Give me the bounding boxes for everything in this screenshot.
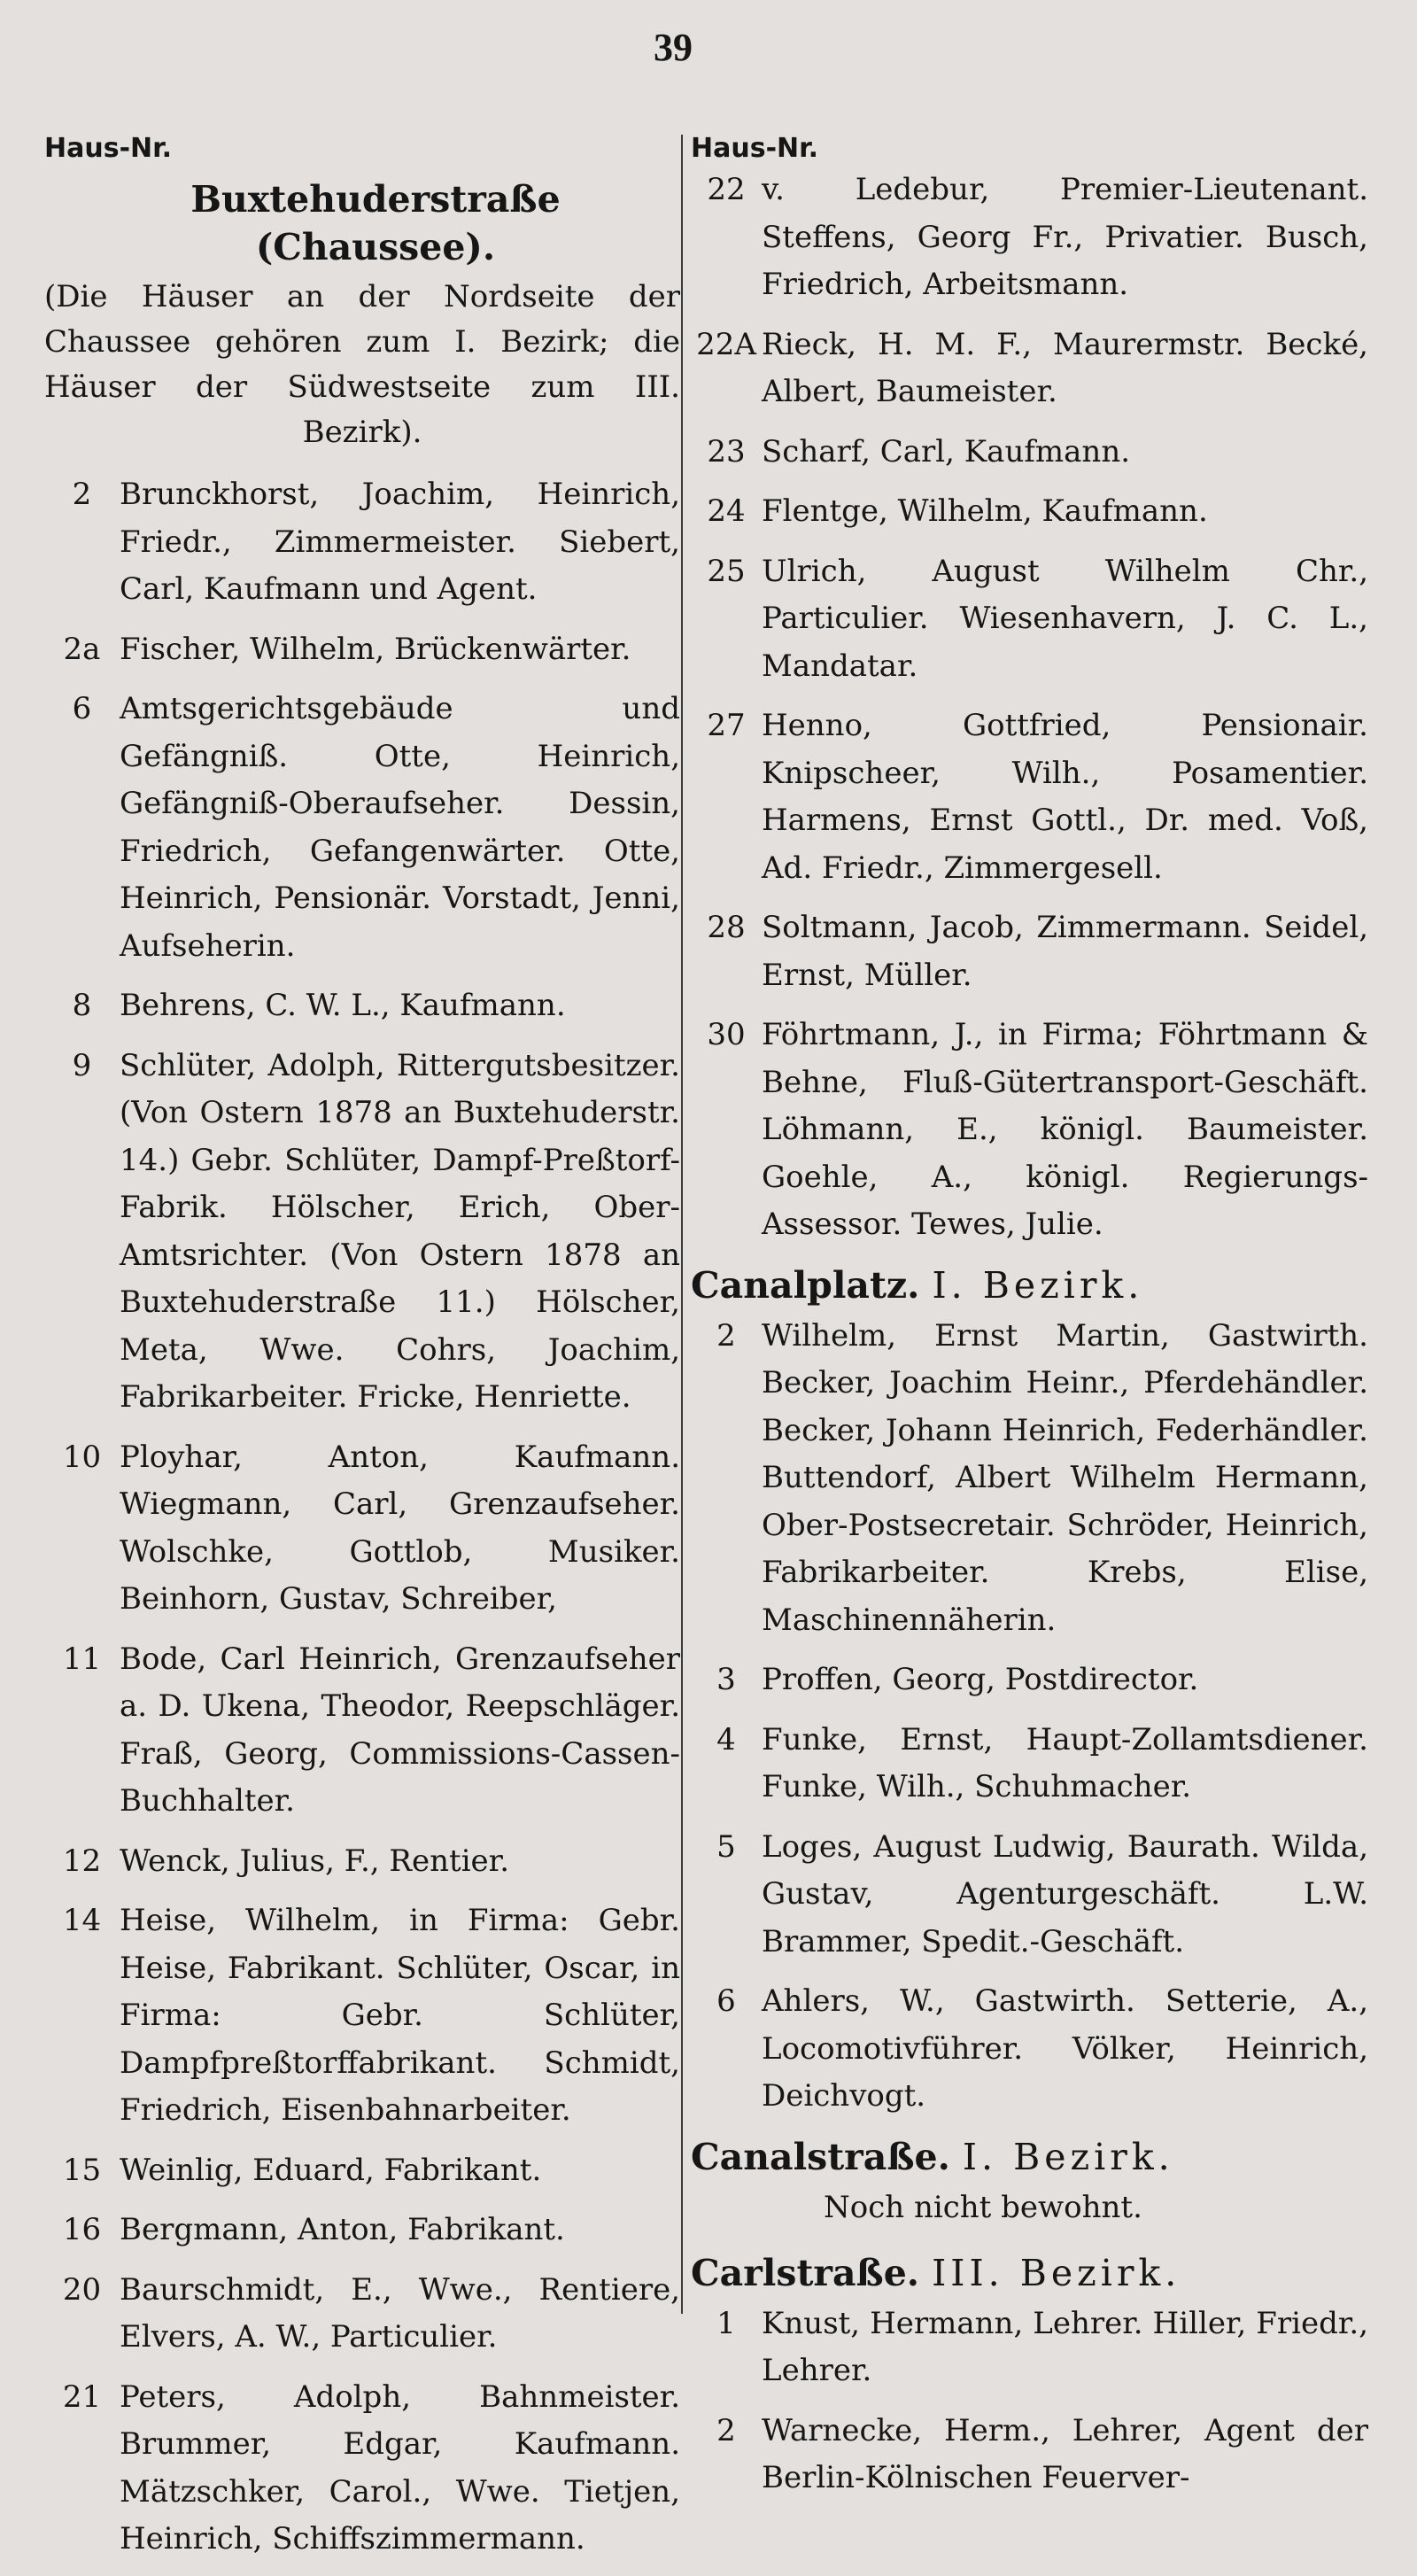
list-item [691, 1012, 1368, 1249]
house-number-header: Haus-Nr. [44, 133, 173, 164]
list-item [44, 2374, 680, 2564]
resident-text: Baurschmidt, E., Wwe., Rentiere, Elvers, A. W., Particulier. [120, 2271, 680, 2355]
list-item [691, 2408, 1368, 2502]
list-item [44, 982, 680, 1030]
list-item [44, 2147, 680, 2195]
house-number: 5 [716, 1828, 736, 1865]
house-number: 2 [716, 2412, 736, 2448]
list-item [691, 322, 1368, 416]
page-number: 39 [654, 26, 693, 69]
house-number: 15 [62, 2152, 102, 2188]
resident-text: Behrens, C. W. L., Kaufmann. [120, 988, 566, 1023]
street-heading-canalplatz [691, 1261, 1368, 1309]
district-label: I. Bezirk. [932, 1263, 1144, 1307]
list-item [691, 488, 1368, 536]
list-item [691, 167, 1368, 309]
list-item [44, 2207, 680, 2254]
resident-text: Rieck, H. M. F., Maurermstr. Becké, Albert, Baumeister. [762, 326, 1368, 409]
resident-text: Ahlers, W., Gastwirth. Setterie, A., Locomotivführer. Völker, Heinrich, Deichvogt. [762, 1983, 1368, 2114]
list-item [691, 1717, 1368, 1812]
resident-text: Soltmann, Jacob, Zimmermann. Seidel, Ernst, Müller. [762, 910, 1368, 993]
house-number: 8 [72, 988, 92, 1023]
list-item [44, 1838, 680, 1886]
list-item [44, 626, 680, 674]
house-number: 20 [62, 2271, 102, 2308]
resident-text: Henno, Gottfried, Pensionair. Knipscheer, Wilh., Posamentier. Harmens, Ernst Gottl., Dr. med. Voß, Ad. Friedr., Zimmergesell. [762, 708, 1368, 886]
resident-text: Heise, Wilhelm, in Firma: Gebr. Heise, Fabrikant. Schlüter, Oscar, in Firma: Gebr. Schlüter, Dampfpreßtorffabrikant. Schmidt, Friedrich, Eisenbahnarbeiter. [120, 1903, 680, 2128]
resident-text: Funke, Ernst, Haupt-Zollamtsdiener. Funke, Wilh., Schuhmacher. [762, 1721, 1368, 1804]
resident-text: Peters, Adolph, Bahnmeister. Brummer, Edgar, Kaufmann. Mätzschker, Carol., Wwe. Tietjen, Heinrich, Schiffszimmermann. [120, 2378, 680, 2557]
house-number: 14 [62, 1903, 102, 1938]
resident-text: v. Ledebur, Premier-Lieutenant. Steffens, Georg Fr., Privatier. Busch, Friedrich, Arbeitsmann. [762, 172, 1368, 302]
list-item [691, 1657, 1368, 1704]
house-number: 11 [62, 1641, 102, 1677]
list-item [691, 904, 1368, 999]
district-label: I. Bezirk. [962, 2135, 1174, 2178]
list-item [691, 429, 1368, 477]
house-number: 28 [707, 910, 746, 945]
street-name: Buxtehuderstraße (Chaussee). [190, 178, 561, 268]
resident-text: Wilhelm, Ernst Martin, Gastwirth. Becker, Joachim Heinr., Pferdehändler. Becker, Johann Heinrich, Federhändler. Buttendorf, Albert Wilhelm Hermann, Ober-Postsecretair. Schröder, Heinrich, Fabrikarbeiter. Krebs, Elise, Maschinennäherin. [762, 1317, 1368, 1638]
resident-text: Proffen, Georg, Postdirector. [762, 1662, 1199, 1697]
resident-text: Föhrtmann, J., in Firma; Föhrtmann & Behne, Fluß-Gütertransport-Geschäft. Löhmann, E., königl. Baumeister. Goehle, A., königl. Regierungs-Assessor. Tewes, Julie. [762, 1017, 1368, 1242]
resident-text: Wenck, Julius, F., Rentier. [120, 1843, 510, 1879]
street-status-note: Noch nicht bewohnt. [824, 2189, 1142, 2225]
house-number: 2 [716, 1317, 736, 1354]
list-item [691, 1978, 1368, 2121]
street-heading-carlstrasse [691, 2249, 1368, 2297]
house-number: 9 [72, 1047, 92, 1083]
street-heading-canalstrasse [691, 2133, 1368, 2181]
resident-text: Knust, Hermann, Lehrer. Hiller, Friedr., Lehrer. [762, 2305, 1368, 2388]
street-name: Canalstraße. [691, 2135, 950, 2178]
resident-text: Flentge, Wilhelm, Kaufmann. [762, 493, 1208, 529]
house-number: 27 [707, 708, 746, 743]
house-number-header: Haus-Nr. [691, 133, 819, 164]
resident-text: Ployhar, Anton, Kaufmann. Wiegmann, Carl, Grenzaufseher. Wolschke, Gottlob, Musiker. Beinhorn, Gustav, Schreiber, [120, 1439, 680, 1617]
house-number: 10 [62, 1439, 102, 1475]
right-column [691, 131, 1368, 2515]
street-note: (Die Häuser an der Nordseite der Chaussee gehören zum I. Bezirk; die Häuser der Südwestseite zum III. Bezirk). [44, 279, 680, 450]
list-item [44, 2267, 680, 2362]
list-item [691, 702, 1368, 892]
list-item [44, 1043, 680, 1422]
list-item [691, 1824, 1368, 1967]
list-item [44, 1636, 680, 1826]
house-number: 25 [707, 553, 746, 589]
house-number: 22A [696, 326, 756, 362]
house-number: 2 [72, 477, 92, 512]
house-number: 6 [716, 1983, 736, 2019]
resident-text: Fischer, Wilhelm, Brückenwärter. [120, 631, 631, 667]
house-number: 24 [707, 493, 746, 529]
resident-text: Amtsgerichtsgebäude und Gefängniß. Otte, Heinrich, Gefängniß-Oberaufseher. Dessin, Friedrich, Gefangenwärter. Otte, Heinrich, Pensionär. Vorstadt, Jenni, Aufseherin. [120, 691, 680, 964]
house-number: 12 [62, 1843, 102, 1879]
house-number: 23 [707, 433, 746, 469]
house-number: 21 [62, 2378, 102, 2415]
street-heading-buxtehuderstrasse [71, 175, 680, 271]
resident-text: Bode, Carl Heinrich, Grenzaufseher a. D. Ukena, Theodor, Reepschläger. Fraß, Georg, Commissions-Cassen-Buchhalter. [120, 1641, 680, 1819]
district-label: III. Bezirk. [932, 2251, 1181, 2294]
list-item [691, 2301, 1368, 2395]
resident-text: Ulrich, August Wilhelm Chr., Particulier. Wiesenhavern, J. C. L., Mandatar. [762, 553, 1368, 684]
resident-text: Brunckhorst, Joachim, Heinrich, Friedr., Zimmermeister. Siebert, Carl, Kaufmann und Agent. [120, 477, 680, 607]
resident-text: Warnecke, Herm., Lehrer, Agent der Berlin-Kölnischen Feuerver- [762, 2412, 1368, 2495]
street-name: Canalplatz. [691, 1263, 920, 1307]
list-item [44, 1434, 680, 1624]
list-item [44, 1897, 680, 2135]
resident-text: Weinlig, Eduard, Fabrikant. [120, 2152, 542, 2188]
column-divider [681, 135, 683, 2314]
house-number: 30 [707, 1017, 746, 1052]
house-number: 1 [716, 2305, 736, 2341]
resident-text: Scharf, Carl, Kaufmann. [762, 433, 1131, 469]
list-item [691, 1313, 1368, 1645]
house-number: 6 [72, 691, 92, 726]
house-number: 22 [707, 172, 746, 207]
street-name: Carlstraße. [691, 2251, 920, 2294]
resident-text: Loges, August Ludwig, Baurath. Wilda, Gustav, Agenturgeschäft. L.W. Brammer, Spedit.-Geschäft. [762, 1828, 1368, 1959]
left-column [44, 131, 680, 2576]
list-item [44, 686, 680, 970]
house-number: 16 [62, 2212, 102, 2247]
resident-text: Bergmann, Anton, Fabrikant. [120, 2212, 565, 2247]
house-number: 3 [716, 1662, 736, 1697]
list-item [691, 548, 1368, 691]
house-number: 4 [716, 1721, 736, 1757]
house-number: 2a [63, 631, 101, 667]
resident-text: Schlüter, Adolph, Rittergutsbesitzer. (Von Ostern 1878 an Buxtehuderstr. 14.) Gebr. Schlüter, Dampf-Preßtorf-Fabrik. Hölscher, Erich, Ober-Amtsrichter. (Von Ostern 1878 an Buxtehuderstraße 11.) Hölscher, Meta, Wwe. Cohrs, Joachim, Fabrikarbeiter. Fricke, Henriette. [120, 1047, 680, 1415]
list-item [44, 471, 680, 614]
